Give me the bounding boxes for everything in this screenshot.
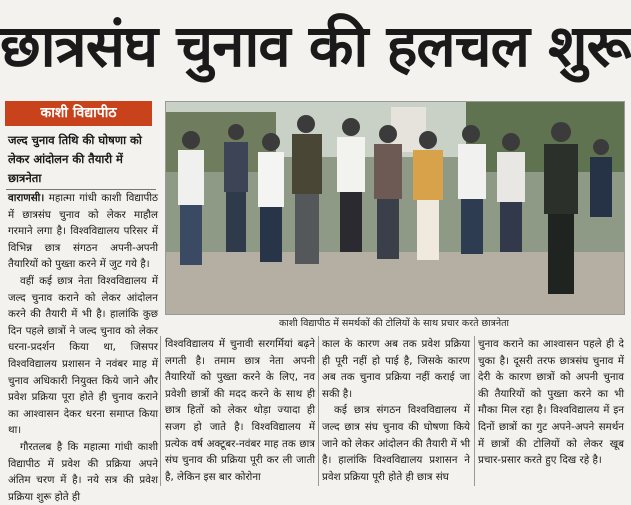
article-paragraph: काल के कारण अब तक प्रवेश प्रक्रिया ही पूरी नहीं हो पाई है, जिसके कारण अब तक चुनाव प्रक्रिया नहीं कराई जा सकी है। [322,338,470,400]
article-paragraph: कई छात्र संगठन विश्वविद्यालय में जल्द छात्र संघ चुनाव की घोषणा किये जाने को लेकर आंदोलन की तैयारी में भी है। हालांकि विश्वविद्यालय प्रशासन ने प्रवेश प्रक्रिया पूरी होते ही छात्र संघ [322,404,470,483]
headline: छात्रसंघ चुनाव की हलचल शुरू [0,12,631,80]
article-column-2 [165,336,315,486]
article-paragraph: वहीं कई छात्र नेता विश्वविद्यालय में जल्द चुनाव कराने को लेकर आंदोलन करने की तैयारी में भी है। हालांकि कुछ दिन पहले छात्रों ने जल्द चुनाव को लेकर धरना-प्रदर्शन किया था, जिसपर विश्वविद्यालय प्रशासन ने नवंबर माह में चुनाव अधिकारी नियुक्त किये जाने और प्रवेश प्रक्रिया पूरा होते ही चुनाव कराने का आश्वासन देकर धरना समाप्त किया था। [8,274,158,437]
column-divider [474,336,475,486]
article-column-4 [478,336,624,486]
section-tag: काशी विद्यापीठ [5,101,152,126]
article-paragraph: गौरतलब है कि महात्मा गांधी काशी विद्यापीठ में प्रवेश की प्रक्रिया अपने अंतिम चरण में है। नये सत्र की प्रवेश प्रक्रिया शुरू होते ही [8,440,158,503]
column-divider [318,336,319,486]
photo-caption: काशी विद्यापीठ में समर्थकों की टोलियों के साथ प्रचार करते छात्रनेता [278,318,510,329]
dateline: वाराणसी। [8,192,45,204]
article-column-3 [322,336,470,486]
news-photo [165,101,625,315]
deck-subheadline: जल्द चुनाव तिथि की घोषणा को लेकर आंदोलन की तैयारी में छात्रनेता [8,133,142,185]
article-column-1 [8,190,158,503]
article-paragraph: महात्मा गांधी काशी विद्यापीठ में छात्रसंघ चुनाव को लेकर माहौल गरमाने लगा है। विश्वविद्यालय परिसर में विभिन्न छात्र संगठन अपनी-अपनी तैयारियों को पुख्ता करने में जुट गये है। [8,192,158,271]
article-paragraph: विश्वविद्यालय में चुनावी सरगर्मियां बढ़ने लगती है। तमाम छात्र नेता अपनी तैयारियों को पुख्ता करने के लिए, नव प्रवेशी छात्रों की मदद करने के साथ ही छात्र हितों को लेकर थोड़ा ज्यादा ही सजग हो जाते है। विश्वविद्यालय में प्रत्येक वर्ष अक्टूबर-नवंबर माह तक छात्र संघ चुनाव की प्रक्रिया पूरी कर ली जाती है, लेकिन इस बार कोरोना [165,338,315,483]
students-campaigning-photo [166,102,624,314]
column-divider [160,336,161,486]
article-paragraph: चुनाव कराने का आश्वासन पहले ही दे चुका है। दूसरी तरफ छात्रसंघ चुनाव में देरी के कारण छात्रों को अपनी चुनाव की तैयारियों को पुख्ता करने का भी मौका मिल रहा है। विश्वविद्यालय में इन दिनों छात्रों का गुट अपने-अपने समर्थन में छात्रों की टोलियों को लेकर खूब प्रचार-प्रसार करते हुए दिख रहे है। [478,338,624,467]
